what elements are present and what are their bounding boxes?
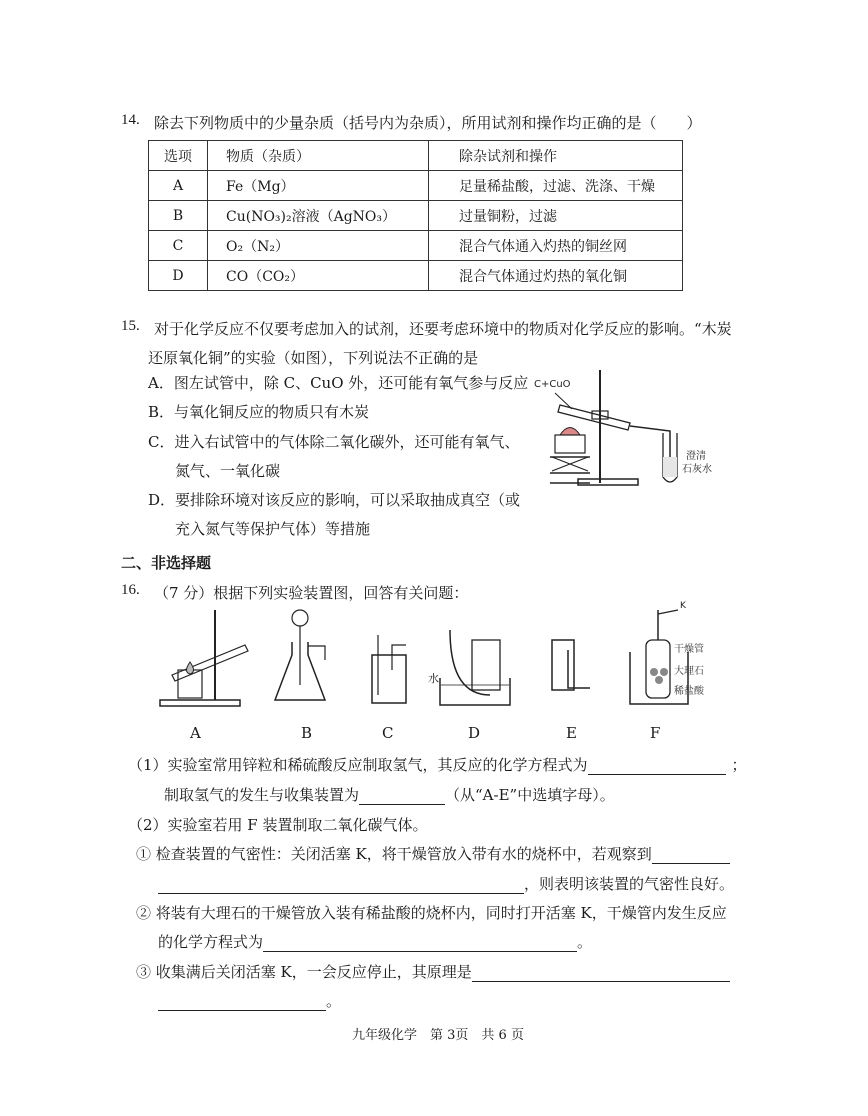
table-header-row [149, 141, 683, 171]
q15-option-b: B．与氧化铜反应的物质只有木炭 [148, 403, 370, 421]
q15-number: 15. [121, 318, 140, 334]
header-option: 选项 [149, 141, 208, 171]
q16-s2-end: 。 [577, 933, 593, 951]
q16-s3-text: ③ 收集满后关闭活塞 K，一会反应停止，其原理是 [136, 963, 472, 981]
answer-blank[interactable] [158, 877, 524, 894]
table-row [149, 171, 683, 201]
label-drying-tube: 干燥管 [674, 644, 704, 655]
label-limewater-2: 石灰水 [682, 464, 712, 475]
q14-stem: 除去下列物质中的少量杂质（括号内为杂质），所用试剂和操作均正确的是（ ） [154, 114, 702, 132]
label-acid: 稀盐酸 [674, 686, 704, 697]
q16-s3-line1 [136, 961, 730, 982]
table-row [149, 231, 683, 261]
label-marble: 大理石 [674, 666, 704, 677]
q16-p1-end: ； [731, 756, 747, 774]
apparatus-label-d: D [468, 724, 481, 742]
carbon-reduction-apparatus-figure [530, 365, 720, 490]
apparatus-label-b: B [301, 724, 313, 742]
header-substance: 物质（杂质） [208, 141, 429, 171]
apparatus-label-a: A [190, 724, 201, 742]
apparatus-c [372, 635, 406, 703]
apparatus-d [428, 630, 510, 705]
q15-option-d-line1: D．要排除环境对该反应的影响，可以采取抽成真空（或 [148, 491, 521, 509]
gas-apparatus-figure [150, 600, 710, 720]
answer-blank[interactable] [263, 935, 577, 952]
q16-p1-text: （1）实验室常用锌粒和稀硫酸反应制取氢气，其反应的化学方程式为 [128, 756, 588, 774]
q16-s2-line1: ② 将装有大理石的干燥管放入装有稀盐酸的烧杯内，同时打开活塞 K，干燥管内发生反应 [136, 904, 727, 922]
apparatus-f [630, 601, 705, 704]
q14-number: 14. [121, 112, 140, 128]
q16-p2-intro: （2）实验室若用 F 装置制取二氧化碳气体。 [128, 816, 428, 834]
q15-option-c-line2: 氮气、一氧化碳 [175, 462, 281, 480]
header-reagent: 除杂试剂和操作 [429, 141, 683, 171]
cell-substance: Cu(NO₃)₂溶液（AgNO₃） [208, 201, 429, 231]
answer-blank[interactable] [652, 847, 730, 864]
q16-s3-end: 。 [326, 992, 342, 1010]
cell-option: C [149, 231, 208, 261]
section-title: 二、非选择题 [121, 554, 212, 572]
apparatus-a [160, 610, 248, 706]
q16-number: 16. [121, 582, 140, 598]
label-reactants: C+CuO [534, 379, 571, 390]
q15-option-a: A．图左试管中，除 C、CuO 外，还可能有氧气参与反应 [148, 374, 529, 392]
cell-reagent: 过量铜粉，过滤 [429, 201, 683, 231]
answer-blank[interactable] [472, 965, 730, 982]
q16-s1-line1 [136, 843, 730, 864]
cell-option: A [149, 171, 208, 201]
apparatus-b [275, 610, 325, 700]
cell-reagent: 足量稀盐酸，过滤、洗涤、干燥 [429, 171, 683, 201]
q15-stem-line1: 对于化学反应不仅要考虑加入的试剂，还要考虑环境中的物质对化学反应的影响。“木炭 [154, 320, 732, 338]
apparatus-label-f: F [650, 724, 661, 742]
q16-p1-line2-end: （从“A-E”中选填字母）。 [445, 786, 615, 804]
label-water: 水 [428, 672, 439, 685]
q16-p1-line2-start: 制取氢气的发生与收集装置为 [164, 786, 360, 804]
apparatus-e [552, 640, 590, 690]
q16-s1-end: ，则表明该装置的气密性良好。 [524, 875, 735, 893]
cell-reagent: 混合气体通过灼热的氧化铜 [429, 261, 683, 291]
apparatus-label-e: E [566, 724, 577, 742]
q16-p1-line2 [164, 784, 615, 805]
q15-option-d-line2: 充入氮气等保护气体）等措施 [175, 520, 371, 538]
q16-s3-line2 [158, 990, 341, 1011]
q16-s1-text: ① 检查装置的气密性：关闭活塞 K，将干燥管放入带有水的烧杯中，若观察到 [136, 845, 652, 863]
q16-s2-start: 的化学方程式为 [158, 933, 264, 951]
q15-stem-line2: 还原氧化铜”的实验（如图），下列说法不正确的是 [148, 349, 479, 367]
q15-option-c-line1: C．进入右试管中的气体除二氧化碳外，还可能有氧气、 [148, 433, 520, 451]
apparatus-label-c: C [382, 724, 394, 742]
cell-reagent: 混合气体通入灼热的铜丝网 [429, 231, 683, 261]
answer-blank[interactable] [588, 758, 726, 775]
label-limewater-1: 澄清 [686, 451, 706, 462]
page-footer: 九年级化学 第 3页 共 6 页 [352, 1028, 524, 1043]
q16-s2-line2 [158, 931, 592, 952]
table-row [149, 201, 683, 231]
cell-substance: Fe（Mg） [208, 171, 429, 201]
q16-stem: （7 分）根据下列实验装置图，回答有关问题： [154, 584, 469, 602]
cell-option: D [149, 261, 208, 291]
answer-blank[interactable] [158, 994, 326, 1011]
q16-s1-line2 [158, 873, 734, 894]
q16-p1-line1 [128, 754, 747, 775]
cell-substance: CO（CO₂） [208, 261, 429, 291]
table-row [149, 261, 683, 291]
q14-options-table [148, 140, 683, 291]
cell-option: B [149, 201, 208, 231]
answer-blank[interactable] [359, 788, 445, 805]
label-k: K [680, 601, 686, 611]
cell-substance: O₂（N₂） [208, 231, 429, 261]
